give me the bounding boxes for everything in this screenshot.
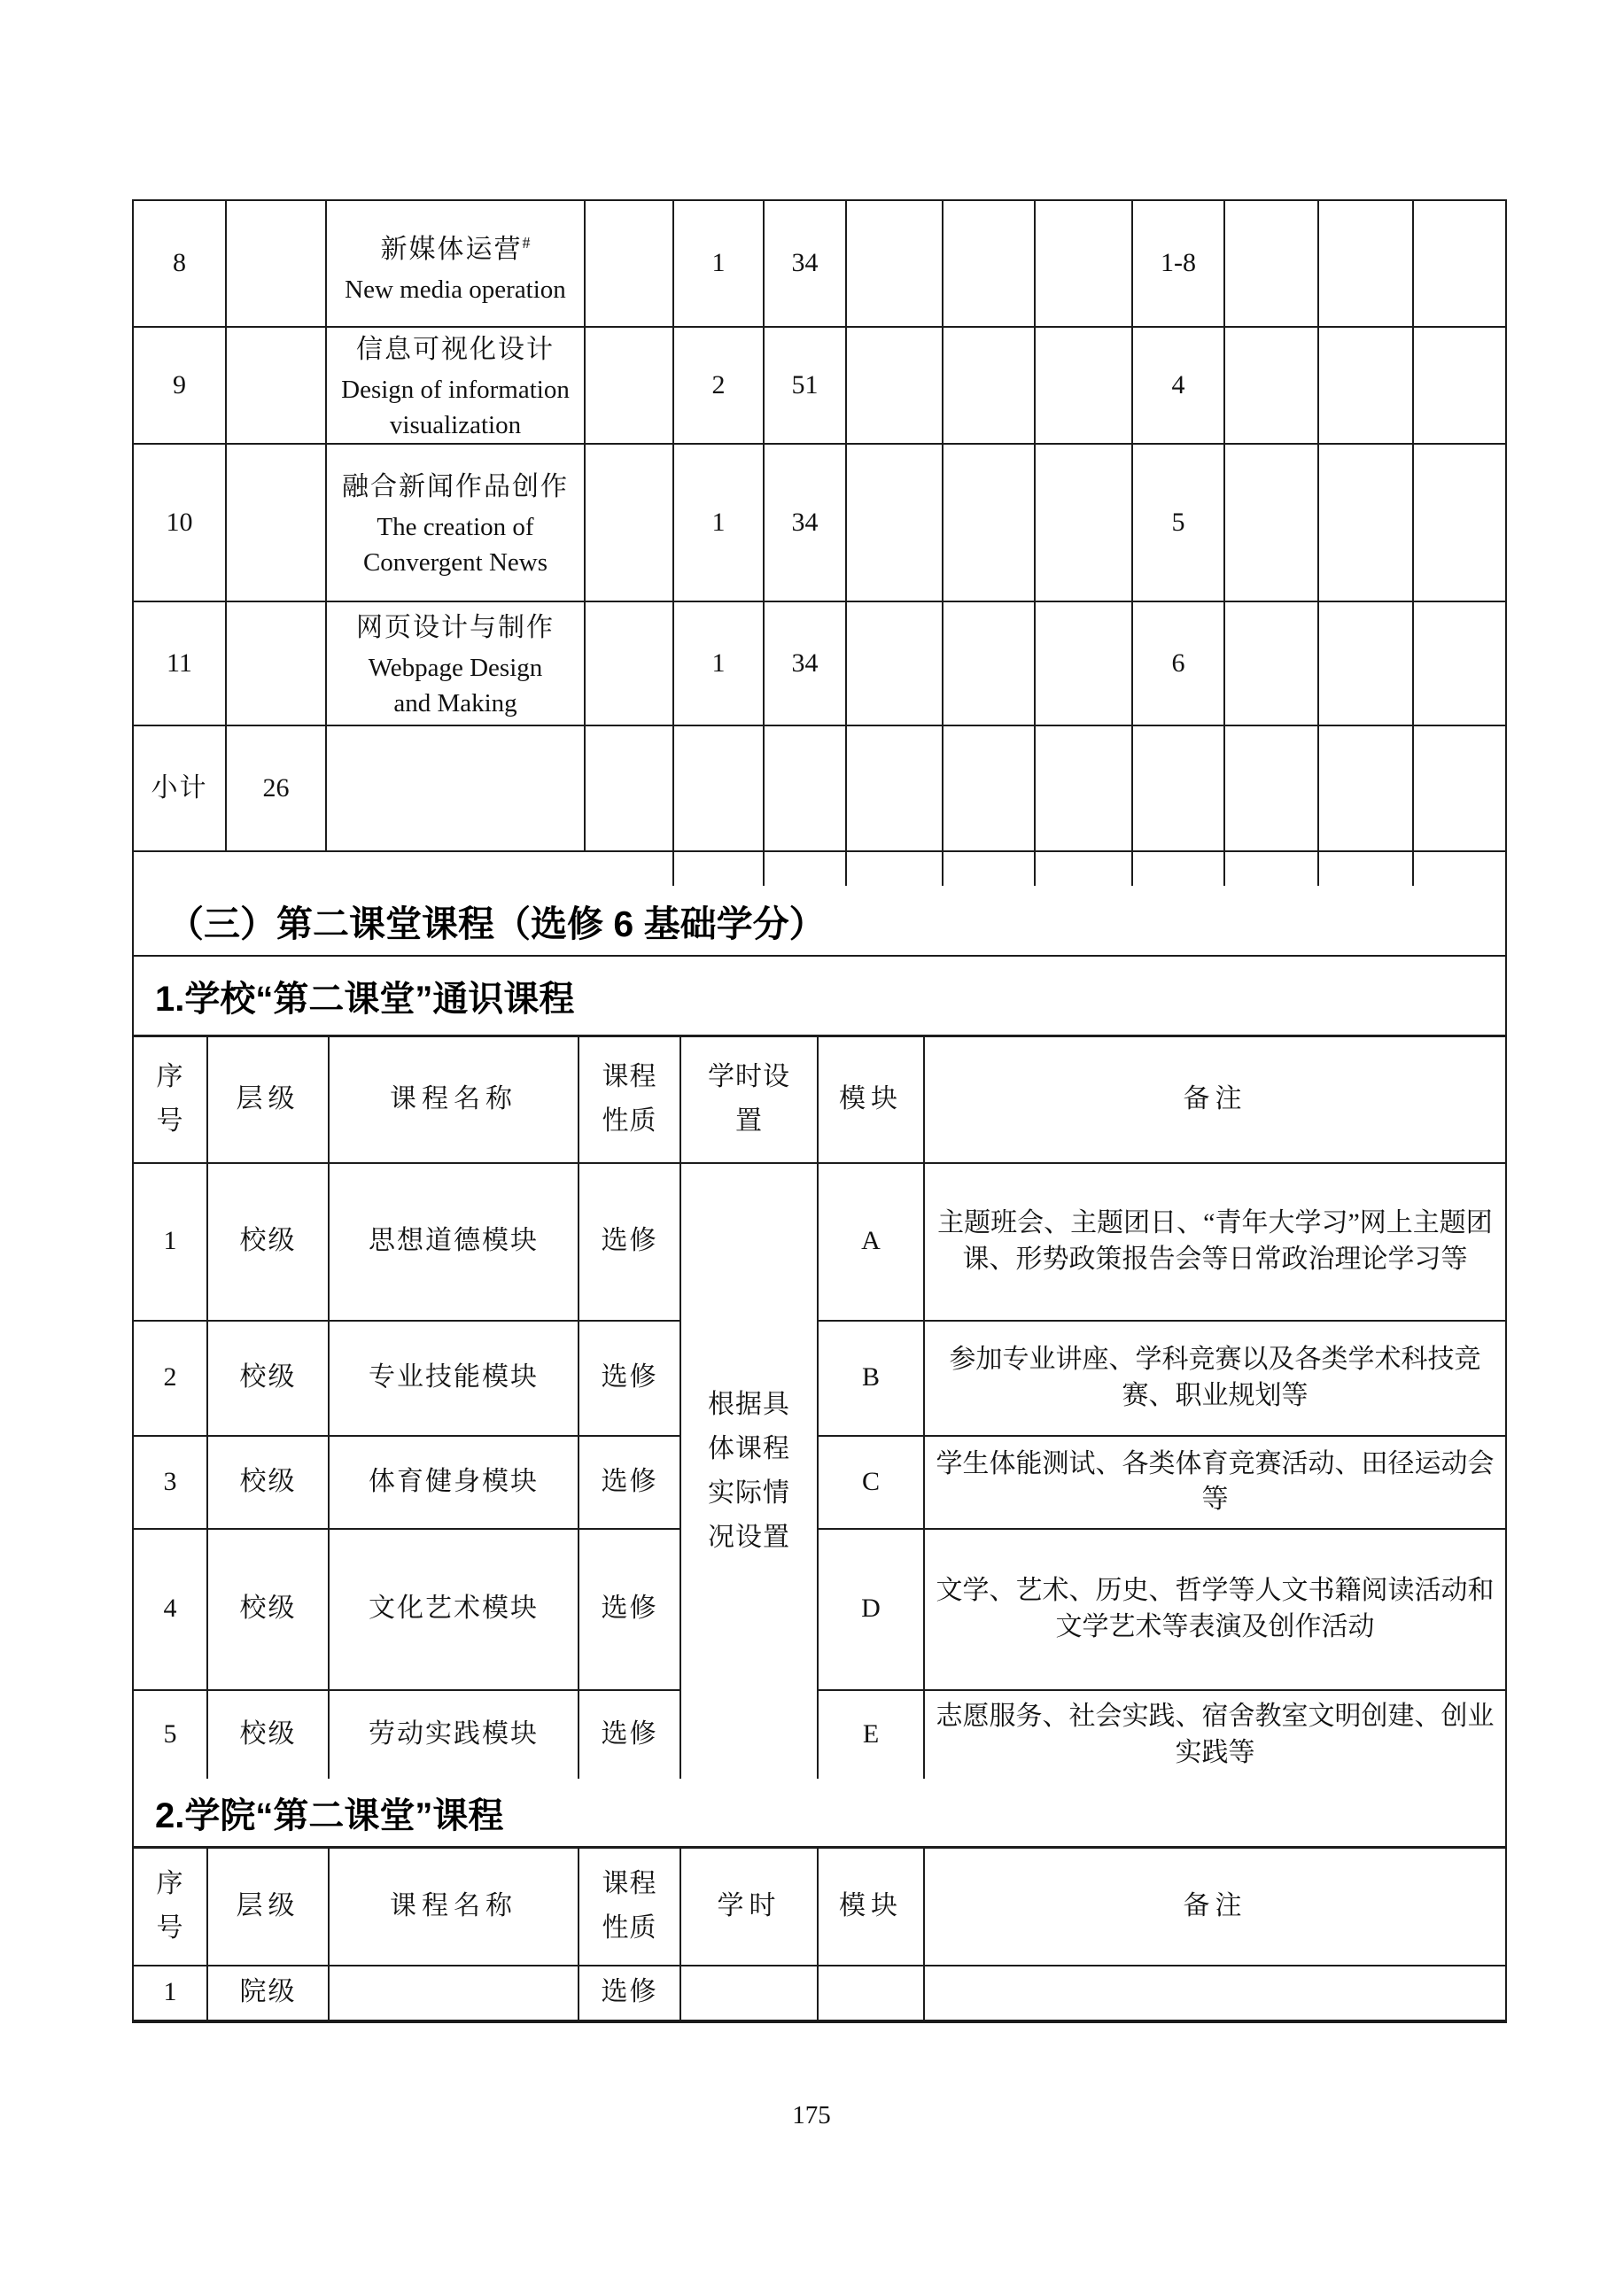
empty-cell bbox=[943, 200, 1035, 327]
empty-cell bbox=[1035, 327, 1132, 444]
header-seq-text: 序号 bbox=[156, 1869, 184, 1943]
seq-cell: 1 bbox=[133, 1966, 207, 2021]
module-cell: B bbox=[818, 1321, 924, 1436]
header-remark: 备注 bbox=[924, 1848, 1506, 1966]
remark-cell: 志愿服务、社会实践、宿舍教室文明创建、创业实践等 bbox=[924, 1690, 1506, 1780]
course-name-en: Webpage Design bbox=[368, 654, 543, 682]
subsection-2-header bbox=[132, 1779, 1507, 1846]
empty-cell bbox=[1413, 327, 1506, 444]
course-name-zh-text: 新媒体运营 bbox=[380, 234, 523, 264]
empty-cell bbox=[585, 725, 673, 851]
module-row-4 bbox=[133, 1529, 1506, 1690]
course-name-en: Convergent News bbox=[362, 548, 548, 577]
header-hours: 学时 bbox=[680, 1848, 818, 1966]
empty-cell bbox=[1035, 200, 1132, 327]
course-name-en: and Making bbox=[393, 689, 517, 718]
empty-cell bbox=[846, 725, 943, 851]
header-module: 模块 bbox=[818, 1036, 924, 1163]
module-row-1 bbox=[133, 1163, 1506, 1321]
empty-cell bbox=[673, 725, 764, 851]
course-name-zh bbox=[327, 221, 584, 272]
course-row-11 bbox=[133, 601, 1506, 725]
course-name-zh-text: 融合新闻作品创作 bbox=[342, 472, 569, 501]
empty-cell bbox=[1224, 327, 1318, 444]
header-seq bbox=[133, 1036, 207, 1163]
seq-cell: 2 bbox=[133, 1321, 207, 1436]
seq-cell: 3 bbox=[133, 1436, 207, 1529]
empty-cell bbox=[1132, 725, 1224, 851]
empty-cell bbox=[1413, 601, 1506, 725]
course-name-zh-text: 信息可视化设计 bbox=[356, 335, 555, 364]
hours-note-cell bbox=[680, 1163, 818, 1780]
college-course-row bbox=[133, 1966, 1506, 2021]
empty-cell bbox=[943, 725, 1035, 851]
seq-cell: 1 bbox=[133, 1163, 207, 1321]
remark-cell: 主题班会、主题团日、“青年大学习”网上主题团课、形势政策报告会等日常政治理论学习等 bbox=[924, 1163, 1506, 1321]
table-header-row bbox=[133, 1036, 1506, 1163]
empty-cell bbox=[226, 444, 326, 601]
hours-cell: 34 bbox=[764, 200, 846, 327]
school-second-classroom-table bbox=[132, 1035, 1507, 1781]
empty-cell bbox=[1224, 725, 1318, 851]
semester-cell: 6 bbox=[1132, 601, 1224, 725]
empty-cell bbox=[1318, 327, 1413, 444]
empty-cell bbox=[846, 327, 943, 444]
semester-cell: 5 bbox=[1132, 444, 1224, 601]
empty-cell bbox=[1318, 200, 1413, 327]
course-name-cell bbox=[326, 444, 585, 601]
module-row-5 bbox=[133, 1690, 1506, 1780]
empty-cell bbox=[1318, 725, 1413, 851]
hours-cell: 34 bbox=[764, 444, 846, 601]
module-cell: A bbox=[818, 1163, 924, 1321]
empty-cell bbox=[1413, 725, 1506, 851]
credit-cell: 1 bbox=[673, 444, 764, 601]
empty-cell bbox=[226, 200, 326, 327]
table-header-row bbox=[133, 1848, 1506, 1966]
empty-cell bbox=[846, 444, 943, 601]
course-nature-cell: 选修 bbox=[579, 1436, 680, 1529]
empty-cell bbox=[846, 601, 943, 725]
level-cell: 校级 bbox=[207, 1529, 329, 1690]
course-name-cell: 体育健身模块 bbox=[329, 1436, 579, 1529]
course-nature-cell: 选修 bbox=[579, 1966, 680, 2021]
course-name-zh bbox=[327, 328, 584, 372]
empty-cell bbox=[1224, 444, 1318, 601]
empty-cell bbox=[1318, 601, 1413, 725]
seq-cell: 11 bbox=[133, 601, 226, 725]
subsection-1-header bbox=[132, 957, 1507, 1035]
course-name-cell: 思想道德模块 bbox=[329, 1163, 579, 1321]
empty-cell bbox=[1413, 200, 1506, 327]
module-cell: C bbox=[818, 1436, 924, 1529]
subtotal-credits-cell: 26 bbox=[226, 725, 326, 851]
page-number: 175 bbox=[792, 2101, 831, 2129]
hours-cell: 34 bbox=[764, 601, 846, 725]
remark-cell: 参加专业讲座、学科竞赛以及各类学术科技竞赛、职业规划等 bbox=[924, 1321, 1506, 1436]
empty-cell bbox=[326, 725, 585, 851]
header-course-name: 课程名称 bbox=[329, 1848, 579, 1966]
empty-cell bbox=[943, 601, 1035, 725]
empty-cell bbox=[943, 444, 1035, 601]
header-hours-setting bbox=[680, 1036, 818, 1163]
empty-cell bbox=[764, 725, 846, 851]
seq-cell: 10 bbox=[133, 444, 226, 601]
header-course-name: 课程名称 bbox=[329, 1036, 579, 1163]
header-seq bbox=[133, 1848, 207, 1966]
semester-cell: 1-8 bbox=[1132, 200, 1224, 327]
empty-cell bbox=[1224, 200, 1318, 327]
course-name-en: New media operation bbox=[345, 275, 566, 304]
header-hours-setting-text: 学时设置 bbox=[708, 1062, 790, 1136]
empty-cell bbox=[943, 327, 1035, 444]
course-name-en: The creation of bbox=[377, 513, 534, 541]
seq-cell: 5 bbox=[133, 1690, 207, 1780]
course-name-zh bbox=[327, 465, 584, 509]
empty-cell bbox=[226, 327, 326, 444]
course-name-cell: 文化艺术模块 bbox=[329, 1529, 579, 1690]
empty-cell bbox=[846, 200, 943, 327]
empty-cell bbox=[924, 1966, 1506, 2021]
empty-cell bbox=[1035, 725, 1132, 851]
empty-cell bbox=[1224, 601, 1318, 725]
course-name-cell: 劳动实践模块 bbox=[329, 1690, 579, 1780]
subsection-1-title: 1.学校“第二课堂”通识课程 bbox=[155, 979, 575, 1019]
header-course-nature bbox=[579, 1848, 680, 1966]
course-name-cell bbox=[326, 327, 585, 444]
empty-cell bbox=[585, 327, 673, 444]
course-nature-cell: 选修 bbox=[579, 1529, 680, 1690]
empty-cell bbox=[226, 601, 326, 725]
course-name-cell: 专业技能模块 bbox=[329, 1321, 579, 1436]
header-course-nature bbox=[579, 1036, 680, 1163]
course-row-10 bbox=[133, 444, 1506, 601]
module-cell: D bbox=[818, 1529, 924, 1690]
module-cell: E bbox=[818, 1690, 924, 1780]
level-cell: 校级 bbox=[207, 1163, 329, 1321]
section-3-title: （三）第二课堂课程（选修 6 基础学分） bbox=[167, 903, 826, 944]
header-level: 层级 bbox=[207, 1036, 329, 1163]
credit-cell: 1 bbox=[673, 200, 764, 327]
remark-cell: 文学、艺术、历史、哲学等人文书籍阅读活动和文学艺术等表演及创作活动 bbox=[924, 1529, 1506, 1690]
level-cell: 校级 bbox=[207, 1321, 329, 1436]
empty-cell bbox=[585, 200, 673, 327]
level-cell: 校级 bbox=[207, 1436, 329, 1529]
empty-cell bbox=[585, 601, 673, 725]
hours-note-text: 根据具体课程实际情况设置 bbox=[708, 1390, 790, 1552]
course-name-en: Design of information bbox=[341, 376, 570, 404]
subtotal-row bbox=[133, 725, 1506, 851]
course-nature-cell: 选修 bbox=[579, 1321, 680, 1436]
footnote-marker: # bbox=[522, 233, 531, 252]
continued-course-table bbox=[132, 199, 1507, 899]
course-row-8 bbox=[133, 200, 1506, 327]
empty-cell bbox=[1413, 444, 1506, 601]
header-course-nature-text: 课程性质 bbox=[602, 1062, 657, 1136]
credit-cell: 2 bbox=[673, 327, 764, 444]
hours-cell: 51 bbox=[764, 327, 846, 444]
seq-cell: 8 bbox=[133, 200, 226, 327]
section-3-header bbox=[132, 886, 1507, 957]
seq-cell: 9 bbox=[133, 327, 226, 444]
module-row-2 bbox=[133, 1321, 1506, 1436]
remark-cell: 学生体能测试、各类体育竞赛活动、田径运动会等 bbox=[924, 1436, 1506, 1529]
course-name-zh-text: 网页设计与制作 bbox=[356, 613, 555, 642]
seq-cell: 4 bbox=[133, 1529, 207, 1690]
header-seq-text: 序号 bbox=[156, 1062, 184, 1136]
empty-cell bbox=[1318, 444, 1413, 601]
course-nature-cell: 选修 bbox=[579, 1690, 680, 1780]
level-cell: 校级 bbox=[207, 1690, 329, 1780]
empty-cell bbox=[680, 1966, 818, 2021]
module-row-3 bbox=[133, 1436, 1506, 1529]
course-name-en: visualization bbox=[389, 411, 522, 439]
empty-cell bbox=[585, 444, 673, 601]
course-row-9 bbox=[133, 327, 1506, 444]
empty-cell bbox=[329, 1966, 579, 2021]
level-cell: 院级 bbox=[207, 1966, 329, 2021]
course-name-cell bbox=[326, 601, 585, 725]
course-name-cell bbox=[326, 200, 585, 327]
empty-cell bbox=[818, 1966, 924, 2021]
semester-cell: 4 bbox=[1132, 327, 1224, 444]
course-name-zh bbox=[327, 606, 584, 650]
course-nature-cell: 选修 bbox=[579, 1163, 680, 1321]
credit-cell: 1 bbox=[673, 601, 764, 725]
empty-cell bbox=[1035, 444, 1132, 601]
subtotal-label-cell: 小计 bbox=[133, 725, 226, 851]
subsection-2-title: 2.学院“第二课堂”课程 bbox=[155, 1796, 504, 1835]
header-course-nature-text: 课程性质 bbox=[602, 1869, 657, 1943]
college-second-classroom-table bbox=[132, 1846, 1507, 2023]
header-remark: 备注 bbox=[924, 1036, 1506, 1163]
header-level: 层级 bbox=[207, 1848, 329, 1966]
header-module: 模块 bbox=[818, 1848, 924, 1966]
empty-cell bbox=[1035, 601, 1132, 725]
